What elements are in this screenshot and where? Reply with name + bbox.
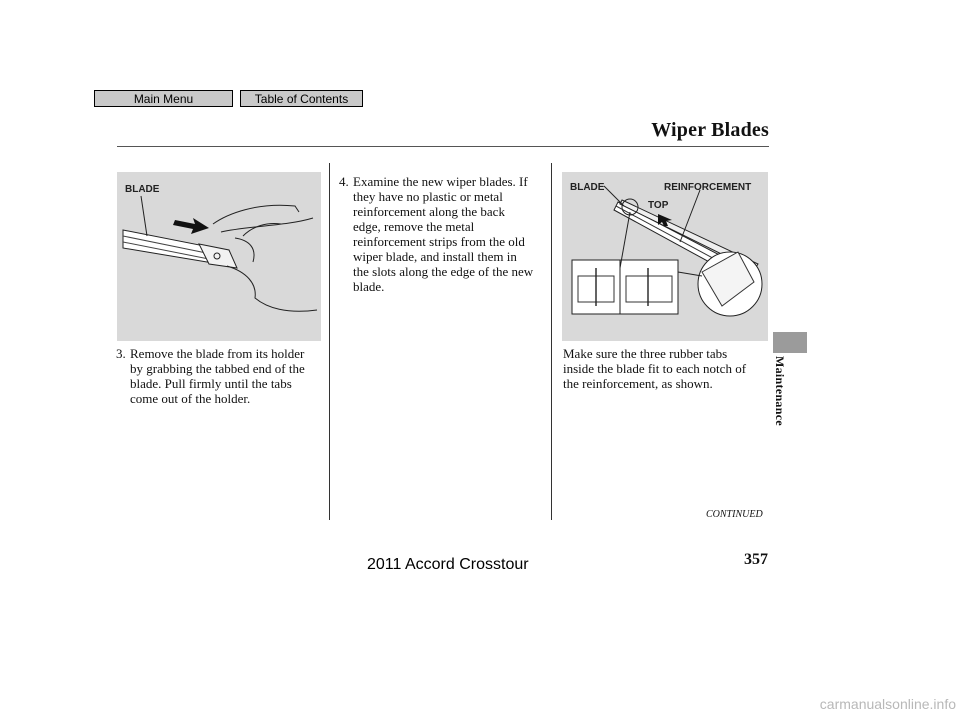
table-of-contents-button[interactable]: Table of Contents <box>240 90 363 107</box>
continued-label: CONTINUED <box>706 509 763 520</box>
step-number: 4. <box>339 174 349 189</box>
step-3 <box>116 346 326 416</box>
figure-blade-removal <box>117 172 321 341</box>
tab-fit-note: Make sure the three rubber tabs inside the blade fit to each notch of the reinforcement, as shown. <box>563 346 747 391</box>
reinforcement-illustration <box>562 172 768 341</box>
main-menu-button[interactable]: Main Menu <box>94 90 233 107</box>
step-number: 3. <box>116 346 126 361</box>
header-divider <box>117 146 769 147</box>
page-number: 357 <box>744 551 768 568</box>
label-reinforcement: REINFORCEMENT <box>664 182 752 193</box>
step-text: Examine the new wiper blades. If they have no plastic or metal reinforcement along the back edge, remove the metal reinforcement strips from the old wiper blade, and install them in the slots along the edge of the new blade. <box>353 174 534 294</box>
step-text: Remove the blade from its holder by grabbing the tabbed end of the blade. Pull firmly until the tabs come out of the holder. <box>130 346 305 406</box>
blade-removal-illustration <box>117 172 321 341</box>
footer-title: 2011 Accord Crosstour <box>367 556 529 573</box>
column-divider-1 <box>329 163 330 520</box>
section-tab-label: Maintenance <box>773 356 787 426</box>
step-4 <box>339 174 549 304</box>
watermark: carmanualsonline.info <box>819 696 956 712</box>
label-top: TOP <box>648 200 669 211</box>
column-divider-2 <box>551 163 552 520</box>
label-blade-right: BLADE <box>570 182 605 193</box>
section-tab-marker <box>773 332 807 353</box>
page-title: Wiper Blades <box>651 119 769 141</box>
figure-reinforcement <box>562 172 768 341</box>
label-blade-left: BLADE <box>125 184 160 195</box>
